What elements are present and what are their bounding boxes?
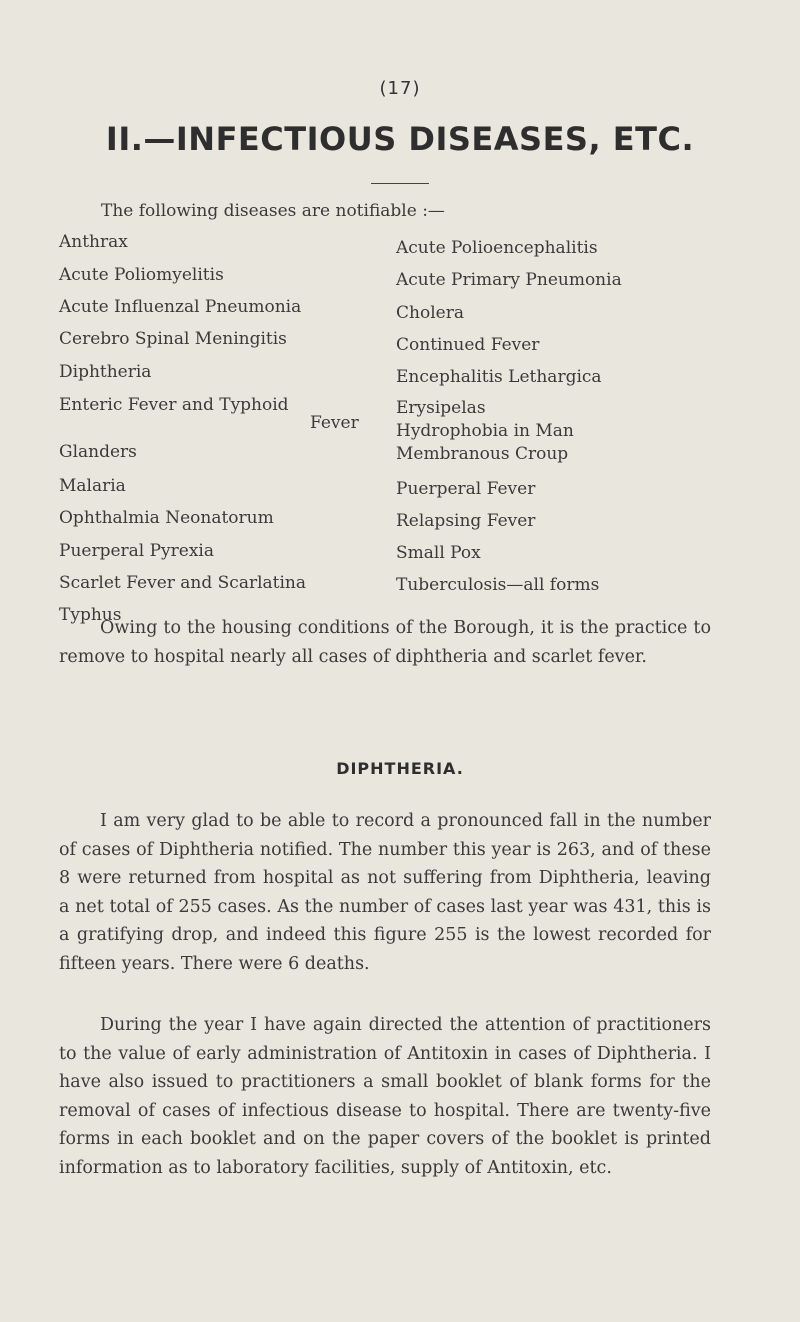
list-item: Erysipelas [396,398,486,418]
list-item: Acute Poliomyelitis [59,265,224,285]
antitoxin-paragraph: During the year I have again directed the attention of practitioners to the value of early administration of Antitoxin in cases of Diphtheria. I have also issued to practitioners a small booklet of blank forms for the removal of cases of infectious disease to hospital. There are twenty-five forms in each booklet and on the paper covers of the booklet is printed information as to laboratory facilities, supply of Antitoxin, etc. [59,1015,711,1178]
list-item: Scarlet Fever and Scarlatina [59,573,307,593]
list-item: Glanders [59,442,137,462]
list-item: Puerperal Fever [396,479,536,499]
notifiable-intro: The following diseases are notifiable :— [101,201,445,221]
list-item: Cerebro Spinal Meningitis [59,329,287,349]
diphtheria-paragraph: I am very glad to be able to record a pronounced fall in the number of cases of Diphtheria notified. The number this year is 263, and of these 8 were returned from hospital as not suffering from Diphtheria, leaving a net total of 255 cases. As the number of cases last year was 431, this is a gratifying drop, and indeed this figure 255 is the lowest recorded for fifteen years. There were 6 deaths. [59,811,711,974]
list-item: Enteric Fever and Typhoid [59,395,289,415]
list-item: Continued Fever [396,335,540,355]
list-item: Small Pox [396,543,481,563]
list-item: Anthrax [59,232,128,252]
list-item: Encephalitis Lethargica [396,367,602,387]
list-item: Acute Influenzal Pneumonia [59,297,302,317]
list-item: Membranous Croup [396,444,569,464]
list-item: Cholera [396,303,464,323]
title-divider [371,183,429,184]
list-item-continuation: Fever [310,413,359,433]
housing-paragraph: Owing to the housing conditions of the Borough, it is the practice to remove to hospital nearly all cases of diphtheria and scarlet fever. [59,618,711,667]
list-item: Typhus [59,605,122,625]
list-item: Relapsing Fever [396,511,536,531]
list-item: Ophthalmia Neonatorum [59,508,274,528]
list-item: Tuberculosis—all forms [396,575,600,595]
diphtheria-heading: DIPHTHERIA. [336,759,464,778]
list-item: Diphtheria [59,362,152,382]
list-item: Puerperal Pyrexia [59,541,215,561]
page-number: (17) [379,78,421,99]
list-item: Malaria [59,476,126,496]
section-title: II.—INFECTIOUS DISEASES, ETC. [105,120,695,158]
list-item: Hydrophobia in Man [396,421,574,441]
list-item: Acute Primary Pneumonia [396,270,622,290]
list-item: Acute Polioencephalitis [396,238,598,258]
